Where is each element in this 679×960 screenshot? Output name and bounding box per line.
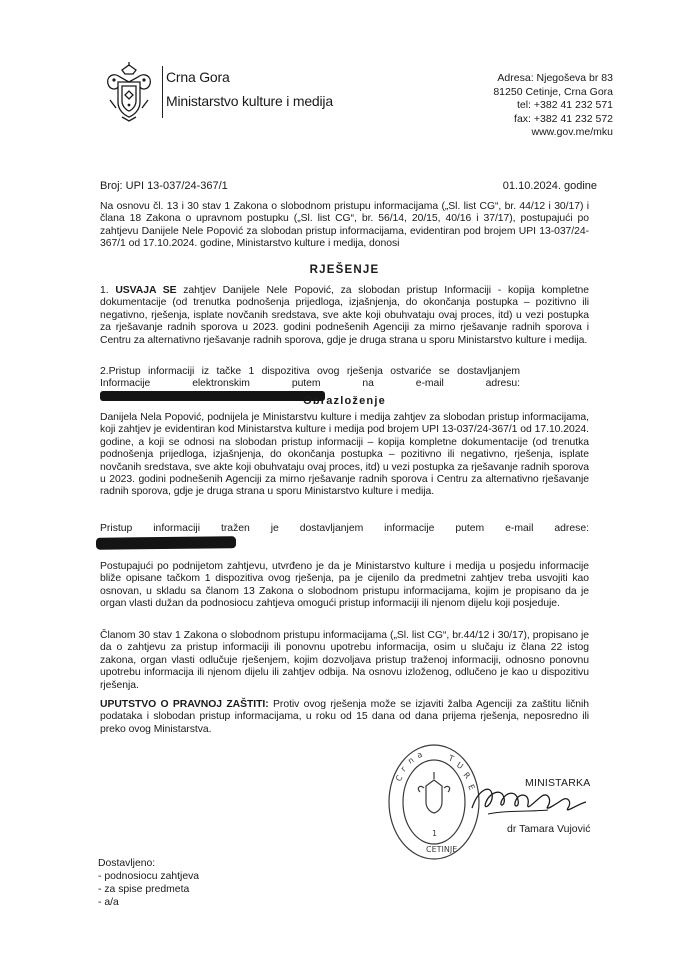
delivered-list xyxy=(98,857,199,909)
svg-text:C: C xyxy=(393,773,405,783)
point-2-text: 2.Pristup informaciji iz tačke 1 dispozitiva ovog rješenja ostvariće se dostavljanjem Informacije elektronskim putem na e-mail adresu: xyxy=(100,366,520,390)
header-divider xyxy=(162,66,163,118)
reasoning-title: Obrazloženje xyxy=(303,395,386,407)
legal-remedy-text: Protiv ovog rješenja može se izjaviti žalba Agenciji za zaštitu ličnih podataka i slobodan pristup informacijama, u roku od 15 dana od dana prijema rješenja, neposredno ili preko ovog Ministarstva. xyxy=(100,699,590,735)
contact-block xyxy=(493,72,613,140)
address-line-1: Adresa: Njegoševa br 83 xyxy=(497,72,613,84)
reasoning-paragraph-2: Postupajući po podnijetom zahtjevu, utvrđeno je da je Ministarstvo kulture i medija u posjedu informacije bliže opisane tačkom 1 dispozitiva ovog rješenja, pa je cijenilo da predmetni zahtjev treba usvojiti kao osnovan, u skladu sa članom 13 Zakona o slobodnom pristupu informacijama, kojim je propisano da je organ vlasti dužan da podnosiocu zahtjeva omogući pristup informaciji ili njenom dijelu koji posjeduje. xyxy=(100,561,589,610)
svg-text:R: R xyxy=(461,770,472,781)
svg-text:T: T xyxy=(447,753,455,764)
intro-paragraph: Na osnovu čl. 13 i 30 stav 1 Zakona o slobodnom pristupu informacijama („Sl. list CG“, br. 44/12 i 30/17) i člana 18 Zakona o upravnom postupku („Sl. list CG“, br. 56/14, 20/15, 40/16 i 37/17), postupajući po zahtjevu Danijele Nele Popović za slobodan pristup informacijama, evidentiran pod brojem UPI 13-037/24-367/1 od 17.10.2024. godine, Ministarstvo kulture i medija, donosi xyxy=(100,201,589,250)
phone-number: tel: +382 41 232 571 xyxy=(516,99,613,112)
decision-title: RJEŠENJE xyxy=(309,264,380,276)
address-line-2: 81250 Cetinje, Crna Gora xyxy=(493,85,613,98)
svg-text:E: E xyxy=(466,783,477,792)
delivered-item: - podnosiocu zahtjeva xyxy=(98,871,200,882)
delivered-item: - a/a xyxy=(98,897,119,908)
pristup-word: putem xyxy=(455,523,485,534)
reasoning-paragraph-3: Članom 30 stav 1 Zakona o slobodnom pristupu informacijama („Sl. list CG“, br.44/12 i 30/17), propisano je da o zahtjevu za pristup informaciji ili ponovnu upotrebu informacija, osim u slučaju iz člana 22 istog zakona, organ vlasti odlučuje rješenjem, kojim dozvoljava pristup traženoj informaciji, odnosno ponovnu upotrebu informacija ili njenom dijelu ili zahtjev odbija. Na osnovu izloženog, odlučeno je kao u dispozitivu rješenja. xyxy=(100,630,589,691)
pristup-word: adrese: xyxy=(554,523,589,534)
reference-number: Broj: UPI 13-037/24-367/1 xyxy=(100,180,228,192)
pristup-line xyxy=(100,523,589,534)
signatory-name: dr Tamara Vujović xyxy=(507,823,591,835)
signatory-title: MINISTARKA xyxy=(525,777,591,789)
redacted-email-2 xyxy=(96,536,236,549)
pristup-word: e-mail xyxy=(505,523,534,534)
delivered-label: Dostavljeno: xyxy=(98,858,156,869)
svg-text:U: U xyxy=(454,760,465,771)
reasoning-paragraph-1: Danijela Nela Popović, podnijela je Ministarstvu kulture i medija zahtjev za slobodan pristup informacijama, koji zahtjev je evidentiran kod Ministarstva kulture i medija pod brojem UPI 13-037/24-367/1 od 17.10.2024. godine, a koji se odnosi na slobodan pristup informaciji – kopija kompletne dokumentacije (od trenutka podnošenja prijedloga, izjašnjenja, do okončanja postupka – pozitivno ili negativno, rješenja, isplate novčanih sredstava, sve akte koji obuhvataju ovaj proces, itd) u vezi postupka za rješavanje radnih sporova u 2023. godini podnešenih Agenciji za mirno rješavanje radnih sporova i Centru za alternativno rješavanje radnih sporova, gdje je druga strana u sporu Ministarstvo kulture i medija. xyxy=(100,412,589,498)
document-date: 01.10.2024. godine xyxy=(502,180,597,192)
svg-text:n: n xyxy=(406,755,416,766)
pristup-word: je xyxy=(270,523,279,534)
svg-text:a: a xyxy=(416,749,424,760)
svg-text:r: r xyxy=(399,764,408,774)
legal-remedy xyxy=(100,699,589,736)
ministry-name: Ministarstvo kulture i medija xyxy=(166,93,333,109)
svg-text:1: 1 xyxy=(432,829,438,838)
pristup-word: Pristup xyxy=(100,523,133,534)
point-1-lead: USVAJA SE xyxy=(115,285,177,296)
legal-remedy-lead: UPUTSTVO O PRAVNOJ ZAŠTITI: xyxy=(100,699,269,710)
decision-point-1 xyxy=(100,285,589,347)
website-link[interactable]: www.gov.me/mku xyxy=(531,126,613,139)
pristup-word: tražen xyxy=(220,523,250,534)
delivered-item: - za spise predmeta xyxy=(98,884,190,895)
point-1-number: 1. xyxy=(100,285,109,296)
country-name: Crna Gora xyxy=(166,69,230,85)
pristup-word: informacije xyxy=(384,523,435,534)
coat-of-arms-icon xyxy=(100,62,158,122)
fax-number: fax: +382 41 232 572 xyxy=(514,112,613,125)
point-1-text: zahtjev Danijele Nele Popović, za slobodan pristup Informaciji - kopija kompletne dokumentacije (od trenutka podnošenja prijedloga, izjašnjenja, do okončanja postupka – pozitivno ili negativno, rješenja, isplate novčanih sredstava, sve akte koji obuhvataju ovaj proces, itd) u vezi postupka za rješavanje radnih sporova u 2023. godini podnešenih Agenciji za mirno rješavanje radnih sporova i Centru za alternativno rješavanje radnih sporova, gdje je druga strana u sporu Ministarstvo kulture i medija. xyxy=(100,285,590,346)
pristup-word: dostavljanjem xyxy=(299,523,364,534)
pristup-word: informaciji xyxy=(153,523,201,534)
svg-text:CETINJE: CETINJE xyxy=(426,845,458,854)
